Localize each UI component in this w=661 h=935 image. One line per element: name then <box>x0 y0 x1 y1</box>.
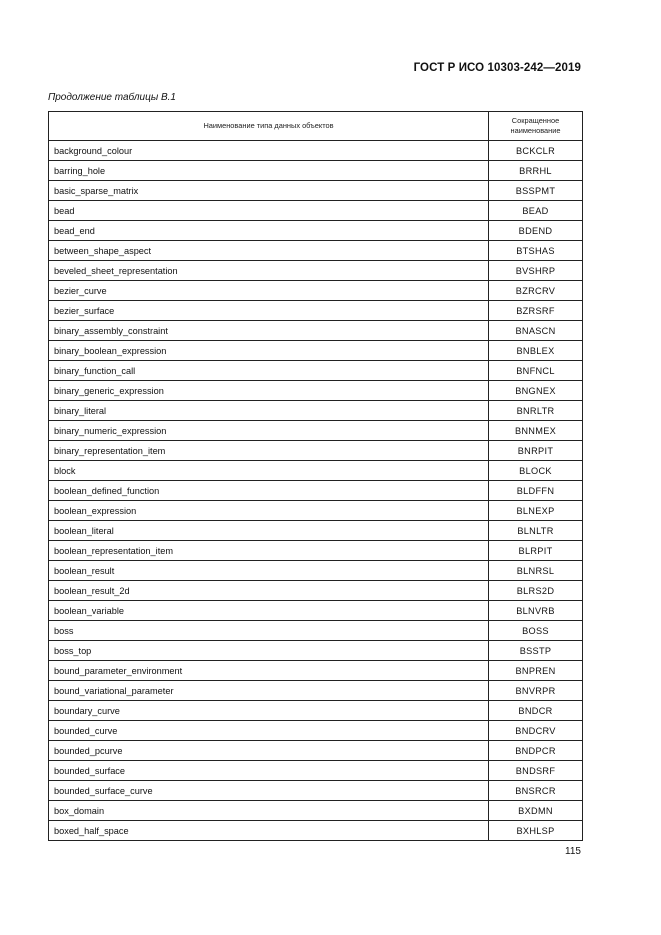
table-row <box>49 521 583 541</box>
entity-name-cell: bezier_curve <box>49 281 489 301</box>
short-name-cell: BNFNCL <box>489 361 583 381</box>
short-name-cell: BLNRSL <box>489 561 583 581</box>
short-name-cell: BCKCLR <box>489 141 583 161</box>
table-row <box>49 361 583 381</box>
entity-name-cell: bound_parameter_environment <box>49 661 489 681</box>
table-row <box>49 221 583 241</box>
short-name-cell: BXDMN <box>489 801 583 821</box>
table-row <box>49 581 583 601</box>
short-name-cell: BNDCRV <box>489 721 583 741</box>
short-name-cell: BNRPIT <box>489 441 583 461</box>
entity-name-cell: bounded_curve <box>49 721 489 741</box>
short-name-cell: BNGNEX <box>489 381 583 401</box>
entity-name-cell: boolean_representation_item <box>49 541 489 561</box>
table-row <box>49 801 583 821</box>
entity-name-cell: boolean_result_2d <box>49 581 489 601</box>
short-name-cell: BSSTP <box>489 641 583 661</box>
short-name-cell: BEAD <box>489 201 583 221</box>
column-header-name: Наименование типа данных объектов <box>49 112 489 141</box>
short-name-cell: BNPREN <box>489 661 583 681</box>
column-header-abbreviation <box>489 112 583 141</box>
entity-name-cell: binary_assembly_constraint <box>49 321 489 341</box>
table-row <box>49 721 583 741</box>
table-row <box>49 641 583 661</box>
entity-name-cell: boolean_variable <box>49 601 489 621</box>
short-name-cell: BOSS <box>489 621 583 641</box>
table-row <box>49 501 583 521</box>
entity-name-cell: bounded_pcurve <box>49 741 489 761</box>
short-name-cell: BLRPIT <box>489 541 583 561</box>
entity-name-cell: binary_generic_expression <box>49 381 489 401</box>
table-row <box>49 461 583 481</box>
table-row <box>49 401 583 421</box>
table-row <box>49 181 583 201</box>
table-row <box>49 541 583 561</box>
short-name-cell: BXHLSP <box>489 821 583 841</box>
table-row <box>49 781 583 801</box>
document-code: ГОСТ Р ИСО 10303-242—2019 <box>413 62 581 74</box>
table-row <box>49 701 583 721</box>
table-row <box>49 301 583 321</box>
short-name-cell: BNSRCR <box>489 781 583 801</box>
column-header-abbreviation-text: Сокращенное наименование <box>510 116 561 135</box>
table-row <box>49 341 583 361</box>
short-name-cell: BZRSRF <box>489 301 583 321</box>
table-header-row <box>49 112 583 141</box>
short-name-cell: BVSHRP <box>489 261 583 281</box>
entity-name-cell: binary_literal <box>49 401 489 421</box>
entity-name-cell: bead_end <box>49 221 489 241</box>
table-row <box>49 141 583 161</box>
table-row <box>49 821 583 841</box>
entity-name-cell: boolean_defined_function <box>49 481 489 501</box>
entity-name-cell: bead <box>49 201 489 221</box>
entity-name-cell: boolean_literal <box>49 521 489 541</box>
table-body <box>49 141 583 841</box>
short-name-cell: BNASCN <box>489 321 583 341</box>
table-row <box>49 161 583 181</box>
entity-name-cell: boolean_result <box>49 561 489 581</box>
short-name-cell: BLRS2D <box>489 581 583 601</box>
short-name-cell: BNDPCR <box>489 741 583 761</box>
entity-name-cell: beveled_sheet_representation <box>49 261 489 281</box>
short-name-cell: BLOCK <box>489 461 583 481</box>
entity-name-cell: background_colour <box>49 141 489 161</box>
entity-name-cell: boss <box>49 621 489 641</box>
table-row <box>49 441 583 461</box>
short-name-cell: BNNMEX <box>489 421 583 441</box>
entity-name-cell: boxed_half_space <box>49 821 489 841</box>
entity-name-cell: boundary_curve <box>49 701 489 721</box>
entity-name-cell: barring_hole <box>49 161 489 181</box>
page-number: 115 <box>565 846 581 857</box>
entity-name-cell: bezier_surface <box>49 301 489 321</box>
abbreviations-table <box>48 111 583 841</box>
table-row <box>49 561 583 581</box>
table-row <box>49 681 583 701</box>
entity-name-cell: bounded_surface <box>49 761 489 781</box>
short-name-cell: BRRHL <box>489 161 583 181</box>
table-row <box>49 201 583 221</box>
table-row <box>49 661 583 681</box>
short-name-cell: BNVRPR <box>489 681 583 701</box>
table-row <box>49 321 583 341</box>
short-name-cell: BLNEXP <box>489 501 583 521</box>
short-name-cell: BNDSRF <box>489 761 583 781</box>
short-name-cell: BLNVRB <box>489 601 583 621</box>
table-row <box>49 761 583 781</box>
entity-name-cell: binary_boolean_expression <box>49 341 489 361</box>
table-row <box>49 241 583 261</box>
entity-name-cell: binary_representation_item <box>49 441 489 461</box>
table-row <box>49 621 583 641</box>
table-row <box>49 601 583 621</box>
table-caption: Продолжение таблицы В.1 <box>48 92 176 103</box>
short-name-cell: BTSHAS <box>489 241 583 261</box>
entity-name-cell: between_shape_aspect <box>49 241 489 261</box>
short-name-cell: BLDFFN <box>489 481 583 501</box>
short-name-cell: BNRLTR <box>489 401 583 421</box>
short-name-cell: BLNLTR <box>489 521 583 541</box>
entity-name-cell: boolean_expression <box>49 501 489 521</box>
short-name-cell: BDEND <box>489 221 583 241</box>
short-name-cell: BSSPMT <box>489 181 583 201</box>
table-row <box>49 741 583 761</box>
entity-name-cell: boss_top <box>49 641 489 661</box>
short-name-cell: BNBLEX <box>489 341 583 361</box>
entity-name-cell: basic_sparse_matrix <box>49 181 489 201</box>
entity-name-cell: block <box>49 461 489 481</box>
entity-name-cell: bounded_surface_curve <box>49 781 489 801</box>
entity-name-cell: bound_variational_parameter <box>49 681 489 701</box>
table-row <box>49 481 583 501</box>
table-row <box>49 261 583 281</box>
entity-name-cell: box_domain <box>49 801 489 821</box>
short-name-cell: BNDCR <box>489 701 583 721</box>
table-row <box>49 421 583 441</box>
entity-name-cell: binary_function_call <box>49 361 489 381</box>
table-row <box>49 381 583 401</box>
short-name-cell: BZRCRV <box>489 281 583 301</box>
table-row <box>49 281 583 301</box>
entity-name-cell: binary_numeric_expression <box>49 421 489 441</box>
